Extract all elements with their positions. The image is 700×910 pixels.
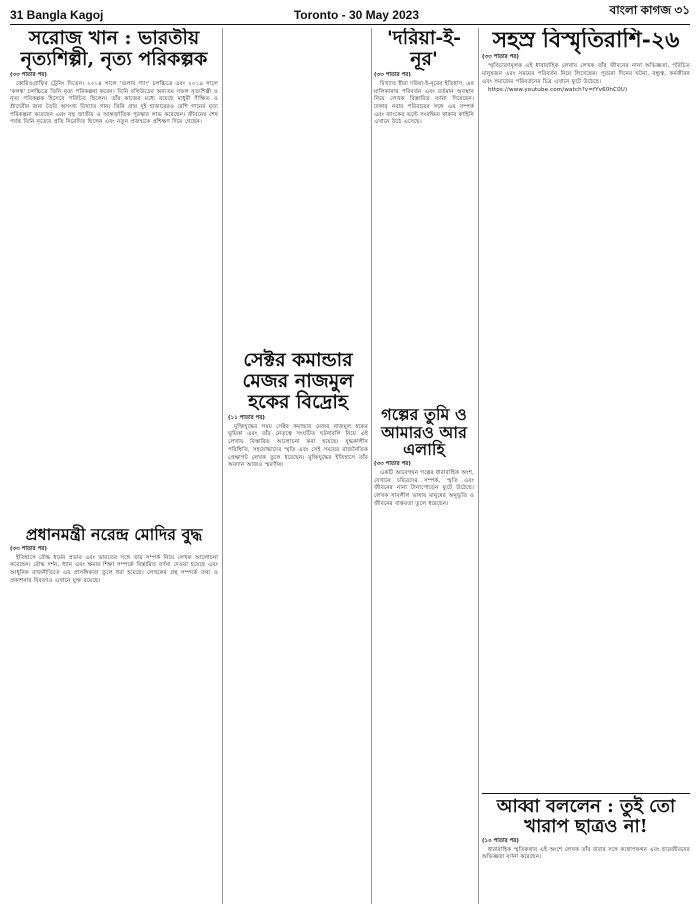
page-label-right: বাংলা কাগজ ৩১: [609, 3, 690, 17]
article-body: [482, 63, 690, 95]
article-dateline: (৩৩ পাতার পর): [374, 460, 411, 467]
article-dateline: (৩৩ পাতার পর): [482, 54, 519, 61]
masthead: [10, 3, 690, 25]
article-dateline: (১০ পাতার পর): [482, 837, 519, 844]
article-body: [10, 81, 218, 127]
article-headline: প্রধানমন্ত্রী নরেন্দ্র মোদির বুদ্ধ: [25, 525, 203, 544]
article-paragraph: কোরিওগ্রাফির ট্রেনিং দিতেন। ২০১৪ সালে 'গুলাব গ্যাং' চলচ্চিত্রে এবং ২০১৯ সালে 'কলঙ্ক' চলচ্চিত্রে তিনি নৃত্য পরিকল্পনা করেন। তিনি বলিউডের অন্যতম সফল নৃত্যশিল্পী ও নৃত্য পরিকল্পক হিসেবে পরিচিত ছিলেন। তাঁর কাজের মধ্যে রয়েছে মাধুরী দীক্ষিত ও শ্রীদেবীর জন্য তৈরি অসংখ্য বিখ্যাত গান। তিনি প্রায় দুই হাজারেরও বেশি গানের নৃত্য পরিকল্পনা করেছেন এবং বহু জাতীয় ও আন্তর্জাতিক পুরস্কার লাভ করেছেন। জীবনের শেষ পর্যন্ত তিনি নৃত্যের প্রতি নিবেদিত ছিলেন এবং নতুন প্রজন্মকে প্রশিক্ষণ দিয়ে গেছেন।: [10, 80, 218, 126]
article-headline: সহস্র বিস্মৃতিরাশি-২৬: [492, 28, 680, 53]
column-right: [482, 28, 690, 904]
article-headline: 'দরিয়া-ই-নূর': [386, 28, 462, 70]
article-body: [228, 424, 368, 470]
article-doriya: [374, 28, 474, 127]
column-mid-right: [374, 28, 474, 904]
article-paragraph: ইতিহাসে বৌদ্ধ ধর্মের প্রভাব এবং ভারতের সঙ্গে তার সম্পর্ক নিয়ে লেখক আলোচনা করেছেন। বৌদ্ধ দর্শন, ধ্যান এবং ক্ষমার শিক্ষা সম্পর্কে বিস্তারিত বর্ণনা দেওয়া হয়েছে এবং আধুনিক রাজনীতিতে এর প্রাসঙ্গিকতা তুলে ধরা হয়েছে। লেখকের গ্রন্থ সম্পর্কে তথ্য ও প্রকাশনার বিবরণও এখানে যুক্ত রয়েছে।: [10, 554, 218, 584]
article-headline: আব্বা বললেন : তুই তো খারাপ ছাত্রও না!: [496, 796, 676, 837]
article-dateline: (৩৩ পাতার পর): [10, 71, 47, 78]
article-paragraph: একটি আবেগঘন গল্পের ধারাবাহিক অংশ, যেখানে চরিত্রদের সম্পর্ক, স্মৃতি এবং জীবনের নানা টানাপোড়েন ফুটে উঠেছে। লেখক সাবলীল ভাষায় মানুষের অনুভূতি ও জীবনের বাস্তবতা তুলে ধরেছেন।: [374, 469, 474, 507]
article-paragraph: বিখ্যাত হীরা দরিয়া-ই-নূরের ইতিহাস, এর মালিকানার পরিবর্তন এবং বর্তমান অবস্থান নিয়ে লেখক বিস্তারিত বর্ণনা দিয়েছেন। ঢাকার নবাব পরিবারের সঙ্গে এর সম্পর্ক এবং ব্যাংকের ভল্টে সংরক্ষিত থাকার কাহিনি এখানে উঠে এসেছে।: [374, 80, 474, 126]
column-grid: [10, 28, 690, 904]
column-mid-left: [228, 28, 368, 904]
article-headline: সরোজ খান : ভারতীয় নৃত্যশিল্পী, নৃত্য পরিকল্পক: [20, 28, 208, 70]
column-rule: [371, 28, 372, 904]
article-modi: [10, 526, 218, 586]
article-dateline: (৩৩ পাতার পর): [374, 71, 411, 78]
article-headline: সেক্টর কমান্ডার মেজর নাজমুল হকের বিদ্রোহ: [242, 349, 354, 413]
article-sahasra: [482, 28, 690, 95]
article-headline: গল্পের তুমি ও আমারও আর এলাহি: [381, 405, 467, 460]
article-goppo: [374, 406, 474, 509]
article-paragraph: মুক্তিযুদ্ধের সময় সেক্টর কমান্ডার মেজর নাজমুল হকের ভূমিকা এবং তাঁর নেতৃত্বে সংঘটিত ঘটনাবলি নিয়ে এই লেখায় বিস্তারিত আলোচনা করা হয়েছে। যুদ্ধকালীন পরিস্থিতি, সহযোদ্ধাদের স্মৃতি এবং সেই সময়ের রাজনৈতিক প্রেক্ষাপট লেখক তুলে ধরেছেন। মুক্তিযুদ্ধের ইতিহাসে তাঁর অবদান আজও স্মরণীয়।: [228, 423, 368, 469]
article-shah-khan: [10, 28, 218, 127]
page-date: Toronto - 30 May 2023: [293, 8, 420, 22]
article-paragraph: ধারাবাহিক স্মৃতিকথার এই অংশে লেখক তাঁর বাবার সঙ্গে কথোপকথন এবং ছাত্রজীবনের অভিজ্ঞতা বর্ণনা করেছেন।: [482, 846, 690, 861]
youtube-link[interactable]: https://www.youtube.com/watch?v=fYv60hC0U): [488, 87, 628, 94]
article-dateline: (১১ পাতার পর): [228, 414, 265, 421]
column-left: [10, 28, 218, 904]
divider: [482, 793, 690, 794]
article-paragraph: স্মৃতিচারণমূলক এই ধারাবাহিক লেখায় লেখক তাঁর জীবনের নানা অভিজ্ঞতা, পরিচিত মানুষজন এবং সময়ের পরিবর্তন নিয়ে লিখেছেন। পুরনো দিনের ঘটনা, বন্ধুত্ব, কর্মজীবন এবং সমাজের পরিবর্তনের চিত্র এখানে ফুটে উঠেছে।: [482, 63, 690, 85]
article-dateline: (৩৩ পাতার পর): [10, 545, 47, 552]
page-label-left: 31 Bangla Kagoj: [10, 8, 104, 22]
article-sector-commander: [228, 350, 368, 471]
column-rule: [478, 28, 479, 904]
article-body: [482, 847, 690, 862]
article-abba: [482, 790, 690, 863]
article-body: [10, 555, 218, 586]
column-rule: [222, 28, 223, 904]
article-body: [374, 81, 474, 127]
article-body: [374, 470, 474, 509]
